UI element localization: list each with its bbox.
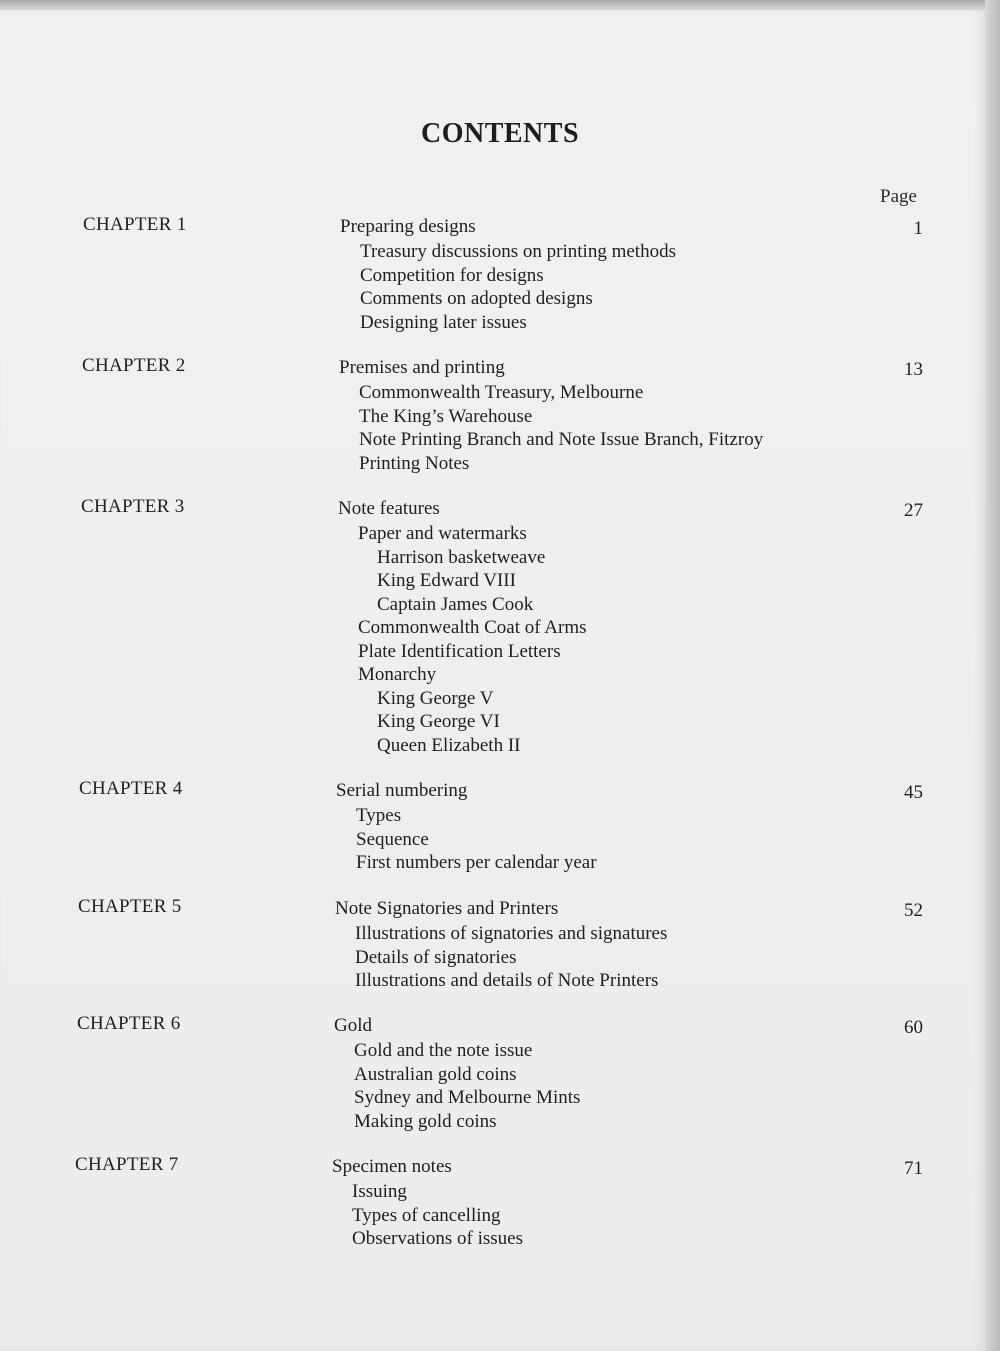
chapter-topic: Harrison basketweave <box>377 546 546 568</box>
chapter-topic: Issuing <box>352 1181 407 1202</box>
chapter-topic: Types <box>356 805 402 826</box>
chapter-topic: Printing Notes <box>359 452 470 474</box>
chapter-topic: Competition for designs <box>360 264 544 286</box>
chapter-title: Note Signatories and Printers <box>335 898 559 919</box>
chapter-title: Gold <box>334 1015 372 1036</box>
chapter-topic: Commonwealth Coat of Arms <box>358 617 587 638</box>
page-right-edge <box>985 0 1000 1351</box>
chapter-topic: King Edward VIII <box>377 570 516 591</box>
chapter-page-number: 52 <box>904 900 923 921</box>
chapter-topic: Plate Identification Letters <box>358 640 561 662</box>
chapter-topic: King George VI <box>377 711 500 732</box>
chapter-topic: Treasury discussions on printing methods <box>360 241 676 262</box>
chapter-page-number: 71 <box>904 1158 923 1179</box>
chapter-topic: Comments on adopted designs <box>360 288 593 309</box>
page-title: CONTENTS <box>420 118 580 149</box>
chapter-topic-list <box>356 804 597 875</box>
chapter-topic: Note Printing Branch and Note Issue Branch, Fitzroy <box>359 429 764 450</box>
chapter-topic: Making gold coins <box>354 1110 497 1132</box>
chapter-topic: Designing later issues <box>360 311 527 333</box>
chapter-topic: Types of cancelling <box>352 1204 501 1226</box>
chapter-page-number: 27 <box>904 500 923 521</box>
chapter-title: Preparing designs <box>340 216 476 237</box>
chapter-topic-list <box>358 522 587 757</box>
chapter-topic: Paper and watermarks <box>358 523 527 544</box>
chapter-entry <box>75 1154 923 1284</box>
page-column-heading: Page <box>880 186 917 207</box>
chapter-page-number: 13 <box>904 359 923 380</box>
chapter-topic: Captain James Cook <box>377 593 534 615</box>
chapter-topic: Gold and the note issue <box>354 1040 533 1061</box>
chapter-entry <box>82 355 923 485</box>
chapter-title: Serial numbering <box>336 780 468 801</box>
chapter-label: CHAPTER 1 <box>83 214 187 235</box>
chapter-label: CHAPTER 5 <box>78 896 182 917</box>
chapter-page-number: 60 <box>904 1017 923 1038</box>
chapter-topic: First numbers per calendar year <box>356 852 597 873</box>
chapter-topic: Commonwealth Treasury, Melbourne <box>359 382 644 403</box>
chapter-topic: Sequence <box>356 828 429 850</box>
chapter-topic: Details of signatories <box>355 946 517 968</box>
chapter-topic: Australian gold coins <box>354 1063 517 1085</box>
chapter-entry <box>83 214 923 344</box>
chapter-topic: Sydney and Melbourne Mints <box>354 1087 581 1108</box>
chapter-title: Note features <box>338 498 440 519</box>
page-top-edge <box>0 0 1000 10</box>
chapter-topic: Illustrations and details of Note Printers <box>355 970 659 991</box>
chapter-label: CHAPTER 6 <box>77 1013 181 1034</box>
chapter-label: CHAPTER 3 <box>81 496 185 517</box>
chapter-entry <box>78 896 923 1026</box>
chapter-topic: Illustrations of signatories and signatures <box>355 923 668 944</box>
chapter-topic: Monarchy <box>358 664 437 685</box>
chapter-topic-list <box>352 1180 523 1251</box>
chapter-topic: The King’s Warehouse <box>359 405 533 427</box>
chapter-topic-list <box>360 240 676 334</box>
chapter-topic: Observations of issues <box>352 1228 523 1249</box>
chapter-entry <box>79 778 923 908</box>
chapter-title: Specimen notes <box>332 1156 452 1177</box>
chapter-title: Premises and printing <box>339 357 505 378</box>
chapter-topic: Queen Elizabeth II <box>377 734 521 756</box>
chapter-topic: King George V <box>377 687 494 709</box>
chapter-label: CHAPTER 2 <box>82 355 186 376</box>
chapter-entry <box>77 1013 923 1143</box>
chapter-topic-list <box>354 1039 580 1133</box>
chapter-topic-list <box>359 381 763 475</box>
chapter-page-number: 45 <box>904 782 923 803</box>
chapter-page-number: 1 <box>913 218 923 239</box>
chapter-topic-list <box>355 922 667 993</box>
chapter-entry <box>81 496 923 756</box>
chapter-label: CHAPTER 7 <box>75 1154 179 1175</box>
chapter-label: CHAPTER 4 <box>79 778 183 799</box>
